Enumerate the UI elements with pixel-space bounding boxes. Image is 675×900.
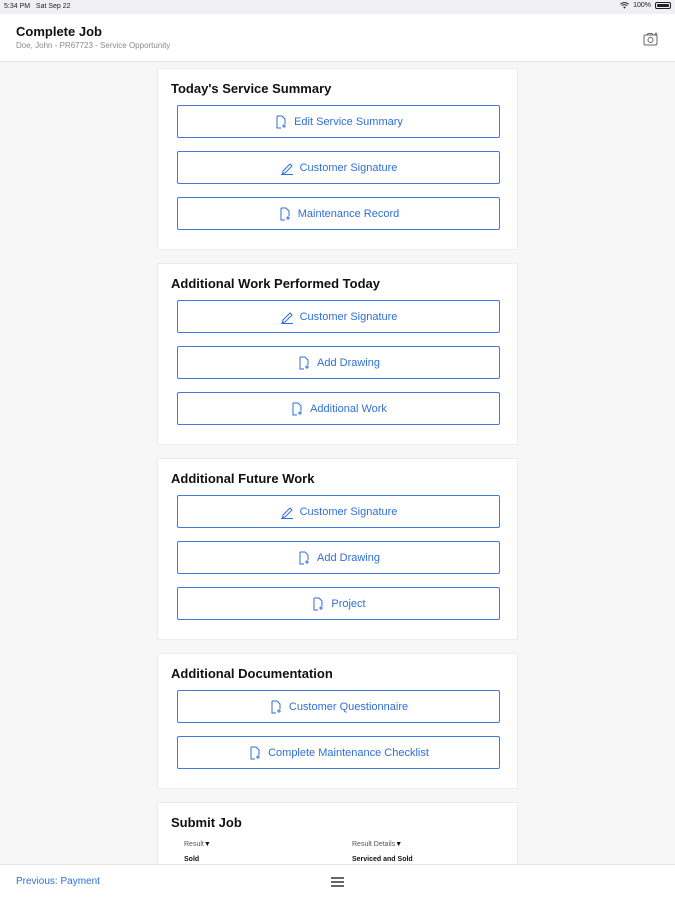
document-add-icon: [248, 746, 262, 760]
battery-percent: 100%: [633, 2, 651, 9]
button-label: Maintenance Record: [297, 207, 400, 220]
button-label: Add Drawing: [317, 356, 380, 369]
result-details-label: Result Details: [352, 841, 396, 848]
result-value: Sold: [184, 856, 200, 863]
battery-icon: [655, 2, 671, 9]
section-title: Today's Service Summary: [171, 81, 332, 96]
button-label: Customer Signature: [299, 161, 398, 174]
project-button[interactable]: [177, 587, 500, 620]
status-indicators: [620, 2, 671, 9]
button-label: Project: [331, 597, 366, 610]
section-title: Additional Work Performed Today: [171, 276, 380, 291]
result-details-value: Serviced and Sold: [352, 856, 413, 863]
status-bar: [0, 0, 675, 14]
section-submit-job: [157, 802, 518, 864]
pencil-icon: [280, 161, 294, 175]
button-label: Customer Questionnaire: [288, 700, 409, 713]
customer-signature-button[interactable]: [177, 495, 500, 528]
section-additional-documentation: [157, 653, 518, 789]
section-title: Submit Job: [171, 815, 242, 830]
status-time: 5:34 PM: [4, 3, 31, 10]
header: [0, 14, 675, 62]
result-details-field[interactable]: [352, 841, 413, 863]
maintenance-record-button[interactable]: [177, 197, 500, 230]
button-label: Additional Work: [310, 402, 387, 415]
document-add-icon: [274, 115, 288, 129]
section-title: Additional Documentation: [171, 666, 333, 681]
page-title: Complete Job: [16, 24, 102, 39]
caret-down-icon: ▼: [203, 841, 211, 848]
page-subtitle: Doe, John - PR67723 - Service Opportunity: [16, 41, 171, 50]
result-field[interactable]: [184, 841, 211, 863]
status-time-date: [4, 3, 71, 10]
previous-payment-link[interactable]: Previous: Payment: [16, 876, 100, 887]
customer-signature-button[interactable]: [177, 300, 500, 333]
button-label: Complete Maintenance Checklist: [268, 746, 429, 759]
status-date: Sat Sep 22: [35, 3, 71, 10]
add-drawing-button[interactable]: [177, 541, 500, 574]
complete-maintenance-checklist-button[interactable]: [177, 736, 500, 769]
caret-down-icon: ▼: [395, 841, 403, 848]
hamburger-menu-icon[interactable]: [331, 877, 344, 887]
document-add-icon: [297, 356, 311, 370]
add-drawing-button[interactable]: [177, 346, 500, 379]
footer-toolbar: [0, 864, 675, 900]
document-add-icon: [278, 207, 292, 221]
pencil-icon: [280, 505, 294, 519]
button-label: Customer Signature: [299, 310, 398, 323]
document-add-icon: [311, 597, 325, 611]
button-label: Customer Signature: [299, 505, 398, 518]
camera-add-icon[interactable]: [643, 32, 659, 46]
document-add-icon: [297, 551, 311, 565]
pencil-icon: [280, 310, 294, 324]
document-add-icon: [269, 700, 283, 714]
section-title: Additional Future Work: [171, 471, 315, 486]
document-add-icon: [290, 402, 304, 416]
section-todays-service-summary: [157, 68, 518, 250]
customer-signature-button[interactable]: [177, 151, 500, 184]
button-label: Edit Service Summary: [294, 115, 403, 128]
edit-service-summary-button[interactable]: [177, 105, 500, 138]
wifi-icon: [620, 2, 629, 9]
section-additional-future-work: [157, 458, 518, 640]
content-area[interactable]: [0, 62, 675, 864]
customer-questionnaire-button[interactable]: [177, 690, 500, 723]
button-label: Add Drawing: [317, 551, 380, 564]
section-additional-work-performed: [157, 263, 518, 445]
result-label: Result: [184, 841, 204, 848]
additional-work-button[interactable]: [177, 392, 500, 425]
